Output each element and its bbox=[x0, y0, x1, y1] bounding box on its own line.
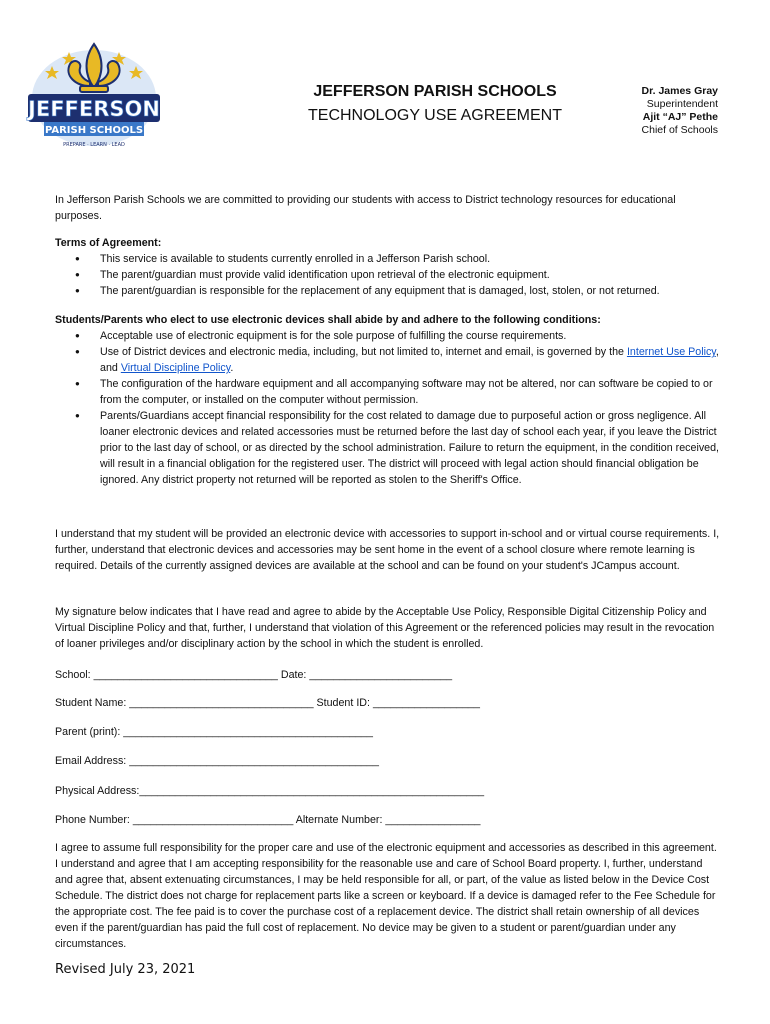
conditions-heading: Students/Parents who elect to use electronic devices shall abide by and adhere to the following conditions: bbox=[55, 314, 601, 326]
date-field[interactable]: Date: ________________________ bbox=[277, 669, 453, 681]
administrators-block bbox=[600, 85, 718, 137]
student-id-field[interactable]: Student ID: __________________ bbox=[313, 697, 480, 709]
conditions-list bbox=[55, 328, 720, 488]
terms-list bbox=[55, 251, 720, 299]
phone-row bbox=[55, 812, 481, 828]
policy-text: Use of District devices and electronic media, including, but not limited to, internet and email, is governed by the bbox=[100, 346, 627, 358]
superintendent-name: Dr. James Gray bbox=[641, 85, 718, 97]
chief-title: Chief of Schools bbox=[641, 124, 718, 136]
terms-section bbox=[55, 235, 720, 299]
signature-paragraph: My signature below indicates that I have read and agree to abide by the Acceptable Use Policy, Responsible Digital Citizenship Policy and Virtual Discipline Policy and that, further, I understand that violation of this Agreement or the referenced policies may result in the revocation of loaner privileges and/or disciplinary action by the school in which the student is enrolled. bbox=[55, 606, 715, 650]
list-item: ● Acceptable use of electronic equipment is for the sole purpose of fulfilling the course requirements. bbox=[55, 328, 720, 344]
email-field[interactable]: Email Address: __________________________________________ bbox=[55, 755, 379, 767]
student-name-field[interactable]: Student Name: _______________________________ bbox=[55, 697, 314, 709]
intro-paragraph: In Jefferson Parish Schools we are committed to providing our students with access to District technology resources for educational purposes. bbox=[55, 194, 676, 222]
chief-name: Ajit “AJ” Pethe bbox=[642, 111, 718, 123]
document-title bbox=[270, 80, 600, 128]
jefferson-logo bbox=[24, 36, 164, 156]
school-field[interactable]: School: _______________________________ bbox=[55, 669, 278, 681]
list-item bbox=[55, 344, 720, 376]
virtual-discipline-policy-link[interactable]: Virtual Discipline Policy bbox=[120, 362, 231, 374]
policy-text-mid: , and bbox=[100, 346, 719, 374]
physical-address-field[interactable]: Physical Address:__________________________________________________________ bbox=[55, 785, 485, 797]
svg-text:PARISH SCHOOLS: PARISH SCHOOLS bbox=[44, 125, 144, 136]
list-item: ● This service is available to students currently enrolled in a Jefferson Parish school. bbox=[55, 251, 720, 267]
fleur-de-lis-logo-icon bbox=[24, 36, 164, 156]
alternate-number-field[interactable]: Alternate Number: ________________ bbox=[293, 814, 481, 826]
list-item: ● The parent/guardian must provide valid identification upon retrieval of the electronic equipment. bbox=[55, 267, 720, 283]
student-row bbox=[55, 695, 480, 711]
policy-text-end: . bbox=[230, 362, 234, 374]
responsibility-paragraph: I agree to assume full responsibility for the proper care and use of the electronic equipment and accessories as described in this agreement. I understand and agree that I am accepting responsibility for the reasonable use and care of School Board property. I, further, understand and agree that, absent extenuating circumstances, I may be held responsible for all, or part, of the value as listed below in the Device Cost Schedule. The district does not charge for replacement parts like a screen or keyboard. If a device is damaged refer to the Fee Schedule for the appropriate cost. The fee paid is to cover the purchase cost of a replacement device. The district shall retain ownership of all devices even if the parent/guardian has paid the full cost of replacement. No device may be given to a student or parent/guardian under any circumstances. bbox=[55, 842, 717, 950]
parent-field[interactable]: Parent (print): __________________________________________ bbox=[55, 726, 373, 738]
terms-heading: Terms of Agreement: bbox=[55, 237, 162, 249]
title-line-2: TECHNOLOGY USE AGREEMENT bbox=[308, 107, 562, 124]
conditions-section bbox=[55, 312, 720, 488]
svg-text:PREPARE · LEARN · LEAD: PREPARE · LEARN · LEAD bbox=[63, 142, 125, 148]
school-date-row bbox=[55, 667, 452, 683]
phone-field[interactable]: Phone Number: ___________________________ bbox=[55, 814, 294, 826]
list-item: ● The parent/guardian is responsible for the replacement of any equipment that is damaged, lost, stolen, or not returned. bbox=[55, 283, 720, 299]
list-item: ● The configuration of the hardware equipment and all accompanying software may not be altered, nor can software be copied to or from the computer, or installed on the computer without permission. bbox=[55, 376, 720, 408]
list-item: ● Parents/Guardians accept financial responsibility for the cost related to damage due to purposeful action or gross negligence. All loaner electronic devices and related accessories must be returned before the last day of school each year, if you leave the District prior to the last day of school, or as directed by the school administration. Failure to return the equipment, in the condition received, will result in a financial obligation for the registered user. The district will proceed with legal action should financial obligation be ignored. Any district property not returned will be reported as stolen to the Sheriff's Office. bbox=[55, 408, 720, 488]
understanding-paragraph: I understand that my student will be provided an electronic device with accessories to support in-school and or virtual course requirements. I, further, understand that electronic devices and accessories may be sent home in the event of a school closure where remote learning is required. Details of the currently assigned devices are available at the school and can be found on your student's JCampus account. bbox=[55, 528, 720, 572]
superintendent-title: Superintendent bbox=[646, 98, 718, 110]
svg-text:JEFFERSON: JEFFERSON bbox=[28, 97, 160, 121]
title-line-1: JEFFERSON PARISH SCHOOLS bbox=[313, 83, 557, 100]
internet-use-policy-link[interactable]: Internet Use Policy bbox=[626, 346, 716, 358]
revised-date: Revised July 23, 2021 bbox=[55, 962, 196, 977]
